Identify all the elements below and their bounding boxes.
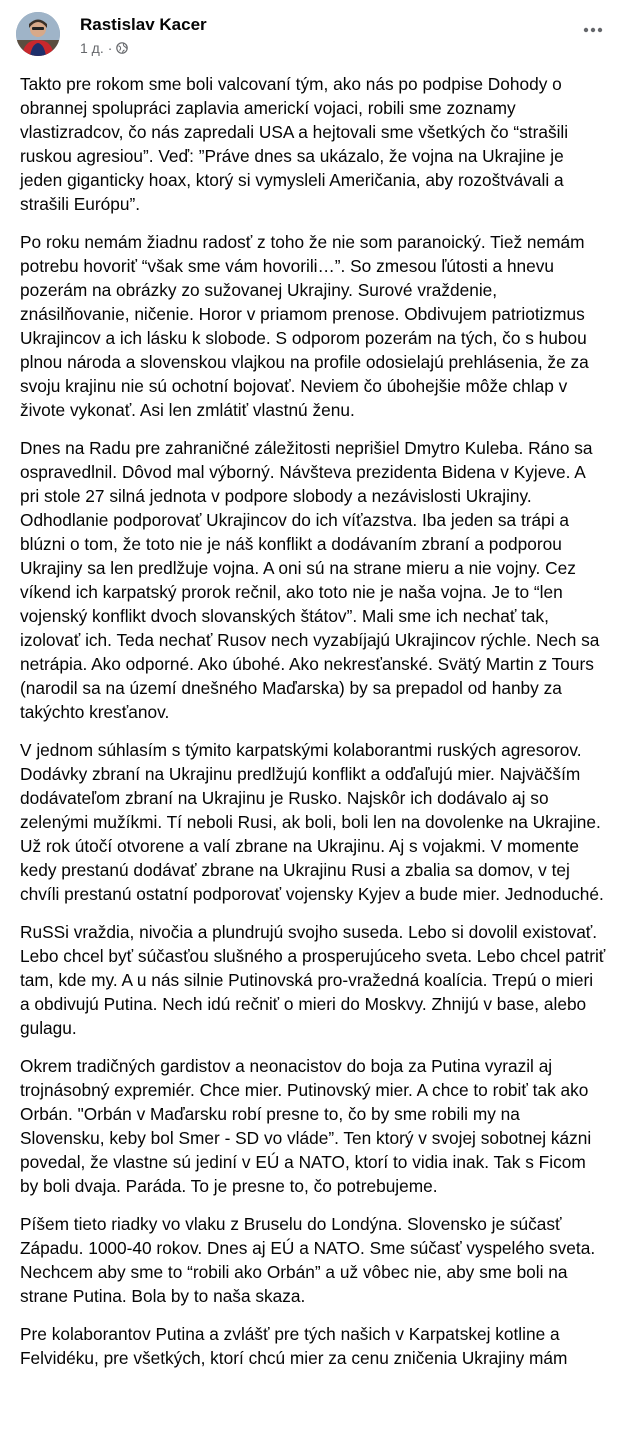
author-name[interactable]: Rastislav Kacer (80, 15, 207, 34)
avatar[interactable] (16, 12, 60, 56)
more-options-icon[interactable] (579, 20, 607, 40)
meta-separator: · (107, 40, 113, 56)
post-paragraph: V jednom súhlasím s týmito karpatskými kolaborantmi ruských agresorov. Dodávky zbraní na Ukrajinu predlžujú konflikt a odďaľujú mier. Najväčším dodávateľom zbraní na Ukrajinu je Rusko. Najskôr ich dodávalo aj so zelenými mužíkmi. Tí neboli Rusi, ak boli, boli len na dovolenke na Ukrajine. Už rok útočí otvorene a valí zbrane na Ukrajinu. Aj s vojakmi. V momente kedy prestanú dodávať zbrane na Ukrajinu Rusi a zbalia sa domov, v tej chvíli prestanú ostatní podporovať vojensky Kyjev a bude mier. Jednoduché. (20, 740, 604, 904)
post-meta (80, 40, 128, 56)
post-paragraph: Takto pre rokom sme boli valcovaní tým, ako nás po podpise Dohody o obrannej spolupráci zaplavia americkí vojaci, robili sme zoznamy vlastizradcov, čo nás zapredali USA a hejtovali sme všetkých čo “strašili ruskou agresiou”. Veď: ”Práve dnes sa ukázalo, že vojna na Ukrajine je jeden giganticky hoax, ktorý si vymysleli Američania, aby rozoštvávali a strašili Európu”. (20, 74, 569, 214)
globe-icon[interactable] (116, 42, 128, 54)
post-time[interactable]: 1 д. (80, 40, 104, 56)
post-paragraph: Okrem tradičných gardistov a neonacistov do boja za Putina vyrazil aj trojnásobný expremiér. Chce mier. Putinovský mier. A chce to robiť tak ako Orbán. "Orbán v Maďarsku robí presne to, čo by sme robili my na Slovensku, keby bol Smer - SD vo vláde”. Ten ktorý v svojej sobotnej kázni povedal, že vlastne sú jediní v EÚ a NATO, ktorí to vidia inak. Tak s Ficom by boli dvaja. Paráda. To je presne to, čo potrebujeme. (20, 1056, 592, 1196)
post-body (0, 68, 627, 1370)
post-paragraph: Dnes na Radu pre zahraničné záležitosti neprišiel Dmytro Kuleba. Ráno sa ospravedlnil. Dôvod mal výborný. Návšteva prezidenta Bidena v Kyjeve. A pri stole 27 silná jednota v podpore slobody a nezávislosti Ukrajiny. Odhodlanie podporovať Ukrajincov do ich víťazstva. Iba jeden sa trápi a blúzni o tom, že toto nie je náš konflikt a dodávaním zbraní a podporou Ukrajiny sa len predlžuje vojna. A oni sú na strane mieru a nie vojny. Cez víkend ich karpatský prorok rečnil, ako toto nie je naša vojna. Je to “len vojenský konflikt dvoch slovanských štátov”. Mali sme ich nechať tak, izolovať ich. Teda nechať Rusov nech vyzabíjajú Ukrajincov rýchle. Nech sa netrápia. Ako odporné. Ako úbohé. Ako nekresťanské. Svätý Martin z Tours (narodil sa na území dnešného Maďarska) by sa prepadol od hanby za takýchto kresťanov. (20, 438, 600, 722)
post-paragraph: Po roku nemám žiadnu radosť z toho že nie som paranoický. Tiež nemám potrebu hovoriť “však sme vám hovorili…”. So zmesou ľútosti a hnevu pozerám na obrázky zo sužovanej Ukrajiny. Surové vraždenie, znásilňovanie, ničenie. Horor v priamom prenose. Obdivujem patriotizmus Ukrajincov a ich lásku k slobode. S odporom pozerám na tých, čo s hubou plnou národa a slovenskou vlajkou na profile odosielajú prehlásenia, že za svoju krajinu nie sú ochotní bojovať. Neviem čo úbohejšie môže chlap v živote vykonať. Asi len zmlátiť vlastnú ženu. (20, 232, 589, 420)
post-paragraph: RuSSi vraždia, nivočia a plundrujú svojho suseda. Lebo si dovolil existovať. Lebo chcel byť súčasťou slušného a prosperujúceho sveta. Lebo chcel patriť tam, kde my. A u nás silnie Putinovská pro-vražedná koalícia. Trepú o mieri a obdivujú Putina. Nech idú rečniť o mieri do Moskvy. Zhnijú v base, alebo gulagu. (20, 922, 606, 1038)
post-paragraph: Píšem tieto riadky vo vlaku z Bruselu do Londýna. Slovensko je súčasť Západu. 1000-40 rokov. Dnes aj EÚ a NATO. Sme súčasť vyspelého sveta. Nechcem aby sme to “robili ako Orbán” a už vôbec nie, aby sme boli na strane Putina. Bola by to naša skaza. (20, 1214, 596, 1306)
post-paragraph: Pre kolaborantov Putina a zvlášť pre tých našich v Karpatskej kotline a Felvidéku, pre všetkých, ktorí chcú mier za cenu zničenia Ukrajiny mám (20, 1324, 568, 1368)
post-header (0, 0, 627, 68)
